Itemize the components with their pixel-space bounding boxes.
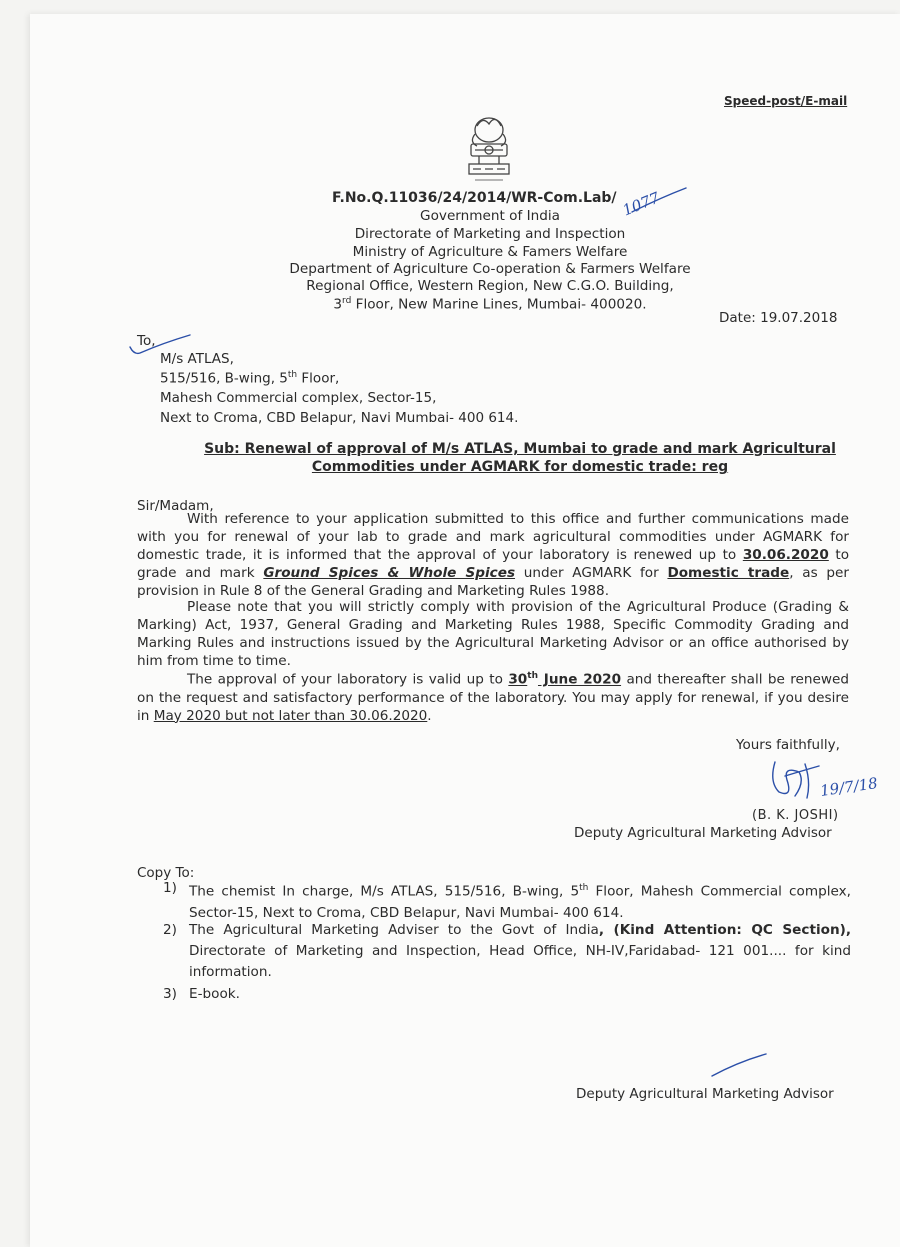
subject bbox=[120, 440, 900, 476]
header-line-ministry: Ministry of Agriculture & Famers Welfare bbox=[352, 244, 628, 260]
handwritten-number: 1077 bbox=[620, 188, 663, 220]
header-line-department: Department of Agriculture Co-operation & Farmers Welfare bbox=[289, 261, 691, 277]
paragraph-approval: With reference to your application submitted to this office and further communications made with you for renewal of your lab to grade and mark agricultural commodities under AGMARK for domestic trade, it is informed that the approval of your laboratory is renewed up to 30.06.2020 to grade and mark Ground Spices & Whole Spices under AGMARK for Domestic trade, as per provision in Rule 8 of the General Grading and Marketing Rules 1988. bbox=[137, 511, 850, 599]
copy-item-3: 3) E-book. bbox=[163, 986, 240, 1002]
file-number: F.No.Q.11036/24/2014/WR-Com.Lab/ bbox=[332, 190, 617, 206]
to-label: To, bbox=[137, 333, 156, 349]
copy-item-1: 1) The chemist In charge, M/s ATLAS, 515/516, B-wing, 5th Floor, Mahesh Commercial complex, Sector-15, Next to Croma, CBD Belapur, Navi Mumbai- 400 614. bbox=[163, 880, 851, 921]
header-line-regional-office: Regional Office, Western Region, New C.G.O. Building, bbox=[306, 278, 674, 294]
recipient-name: M/s ATLAS, bbox=[160, 351, 234, 367]
header-line-directorate: Directorate of Marketing and Inspection bbox=[354, 226, 626, 242]
subject-line1: Sub: Renewal of approval of M/s ATLAS, Mumbai to grade and mark Agricultural bbox=[204, 441, 836, 457]
recipient-address-line1: 515/516, B-wing, 5th Floor, bbox=[160, 370, 340, 387]
national-emblem-icon bbox=[457, 112, 521, 190]
paragraph-validity: The approval of your laboratory is valid up to 30th June 2020 and thereafter shall be renewed on the request and satisfactory performance of the laboratory. You may apply for renewal, if you desire in May 2020 but not later than 30.06.2020. bbox=[137, 671, 850, 724]
letter-date: Date: 19.07.2018 bbox=[719, 310, 838, 326]
salutation: Sir/Madam, bbox=[137, 498, 214, 514]
recipient-address-line3: Next to Croma, CBD Belapur, Navi Mumbai- 400 614. bbox=[160, 410, 519, 426]
closing: Yours faithfully, bbox=[736, 737, 840, 753]
paragraph-compliance: Please note that you will strictly comply with provision of the Agricultural Produce (Grading & Marking) Act, 1937, General Grading and Marketing Rules 1988, Specific Commodity Grading and Marking Rules and instructions issued by the Agricultural Marketing Advisor or an office authorised by him from time to time. bbox=[137, 599, 849, 669]
recipient-address-line2: Mahesh Commercial complex, Sector-15, bbox=[160, 390, 437, 406]
signer-name: (B. K. JOSHI) bbox=[752, 808, 839, 823]
initial-stroke bbox=[708, 1050, 772, 1080]
subject-line2: Commodities under AGMARK for domestic trade: reg bbox=[311, 459, 729, 475]
header-line-address: 3rd Floor, New Marine Lines, Mumbai- 400020. bbox=[333, 296, 647, 313]
copy-item-2: 2) The Agricultural Marketing Adviser to the Govt of India, (Kind Attention: QC Section), Directorate of Marketing and Inspection, Head Office, NH-IV,Faridabad- 121 001.... for kind information. bbox=[163, 922, 852, 980]
signer-designation: Deputy Agricultural Marketing Advisor bbox=[574, 825, 832, 841]
handwritten-signature-date: 19/7/18 bbox=[819, 774, 879, 800]
footer-designation: Deputy Agricultural Marketing Advisor bbox=[576, 1086, 834, 1102]
copy-to-heading: Copy To: bbox=[137, 865, 195, 881]
header-line-government: Government of India bbox=[420, 208, 560, 224]
dispatch-mode: Speed-post/E-mail bbox=[724, 94, 848, 108]
